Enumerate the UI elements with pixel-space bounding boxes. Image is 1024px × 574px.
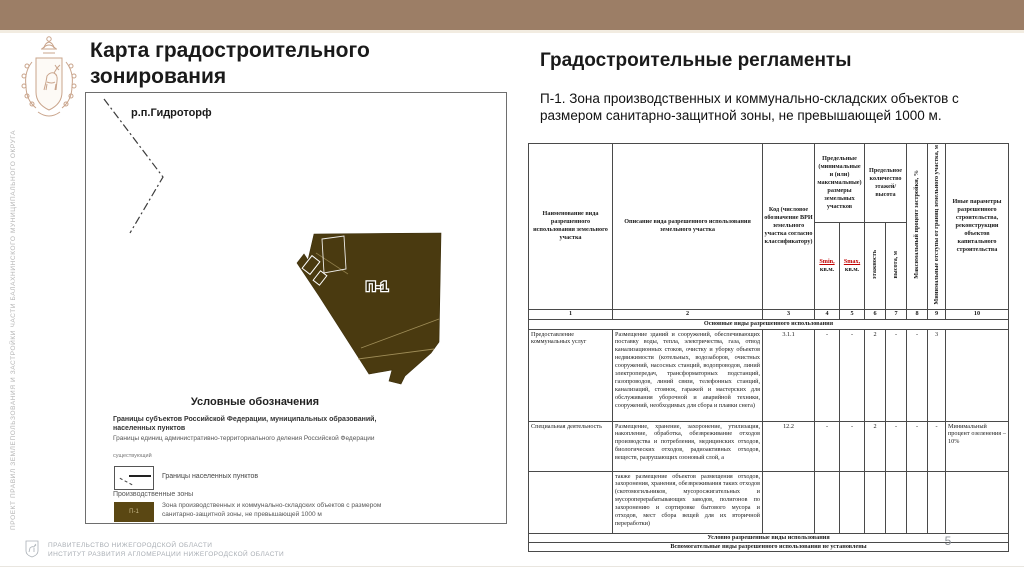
row-built-pct (907, 471, 928, 533)
boundary-symbol-swatch (114, 466, 154, 490)
row-other (946, 471, 1009, 533)
row-smin: - (815, 421, 840, 471)
row-floors: 2 (865, 329, 886, 421)
row-description: также размещение объектов размещения отходов, захоронения, хранения, обезвреживания таких отходов (скотомогильников, мусоросжигательных и мусороперерабатывающих заводов, полигонов по захоронению и сортировке бытового мусора и отходов, мест сбора вещей для их вторичной переработки) (613, 471, 763, 533)
header-col8: Максимальный процент застройки, % (907, 144, 928, 310)
table-row (529, 329, 1009, 421)
regulations-title: Градостроительные регламенты (540, 50, 852, 71)
row-smax: - (840, 329, 865, 421)
row-setback: - (928, 421, 946, 471)
row-code: 12.2 (763, 421, 815, 471)
footer-logo (24, 539, 40, 559)
row-other (946, 329, 1009, 421)
section-conditional-uses: Условно разрешенные виды использования (529, 533, 1009, 542)
row-floors: 2 (865, 421, 886, 471)
header-group-floors: Предельное количество этажей/высота (865, 144, 907, 223)
legend-group1-subtext: Границы единиц административно-территориального деления Российской Федерации (113, 435, 375, 442)
section-auxiliary-uses: Вспомогательные виды разрешенного использования не установлены (529, 542, 1009, 551)
header-col10: Иные параметры разрешенного строительства, реконструкции объектов капитального строительства (946, 144, 1009, 310)
table-row (529, 471, 1009, 533)
legend-group2-heading: Производственные зоны (113, 491, 194, 498)
zone-description-paragraph: П-1. Зона производственных и коммунально-складских объектов с размером санитарно-защитной зоны, не превышающей 1000 м. (540, 91, 959, 123)
regulations-table (528, 143, 1009, 552)
row-smax (840, 471, 865, 533)
legend-zone-label: Зона производственных и коммунально-складских объектов с размером санитарно-защитной зоны, не превышающей 1000 м (162, 502, 382, 518)
col-number: 10 (946, 309, 1009, 319)
zone-color-swatch: П-1 (114, 502, 154, 522)
col-number: 4 (815, 309, 840, 319)
row-code (763, 471, 815, 533)
top-accent-bar (0, 0, 1024, 30)
footer-line1: ПРАВИТЕЛЬСТВО НИЖЕГОРОДСКОЙ ОБЛАСТИ (48, 542, 213, 549)
col-number: 1 (529, 309, 613, 319)
row-height: - (886, 329, 907, 421)
header-height: высота, м (886, 223, 907, 309)
col-number: 8 (907, 309, 928, 319)
top-accent-bar-edge (0, 30, 1024, 33)
row-built-pct: - (907, 329, 928, 421)
bottom-divider (0, 566, 1024, 567)
row-name: Специальная деятельность (529, 421, 613, 471)
header-col2: Описание вида разрешенного использования земельного участка (613, 144, 763, 310)
col-number: 2 (613, 309, 763, 319)
legend-group1-note: существующий (113, 453, 152, 459)
col-number: 7 (886, 309, 907, 319)
row-setback: 3 (928, 329, 946, 421)
zone-p1-map-label: П-1 (365, 278, 389, 294)
header-col9: Минимальные отступы от границ земельного участка, м (928, 144, 946, 310)
row-code: 3.1.1 (763, 329, 815, 421)
legend-title: Условные обозначения (190, 396, 320, 408)
col-number: 3 (763, 309, 815, 319)
header-col1: Наименование вида разрешенного использования земельного участка (529, 144, 613, 310)
legend-boundary-label: Границы населенных пунктов (162, 473, 259, 480)
table-row (529, 421, 1009, 471)
row-name (529, 471, 613, 533)
header-smax: Smax, кв.м. (840, 223, 865, 309)
header-smin: Smin, кв.м. (815, 223, 840, 309)
header-group-sizes: Предельные (минимальные и (или) максимальные) размеры земельных участков (815, 144, 865, 223)
coat-of-arms-logo (14, 32, 84, 130)
col-number: 5 (840, 309, 865, 319)
boundary-dash-glyph (120, 478, 133, 485)
row-height: - (886, 421, 907, 471)
header-floors: этажность (865, 223, 886, 309)
row-name: Предоставление коммунальных услуг (529, 329, 613, 421)
row-height (886, 471, 907, 533)
row-setback (928, 471, 946, 533)
project-side-caption: ПРОЕКТ ПРАВИЛ ЗЕМЛЕПОЛЬЗОВАНИЯ И ЗАСТРОЙКИ ЧАСТИ БАЛАХНИНСКОГО МУНИЦИПАЛЬНОГО ОКРУГА (10, 129, 17, 530)
row-built-pct: - (907, 421, 928, 471)
boundary-line-glyph (129, 475, 151, 477)
footer-caption (48, 542, 284, 559)
row-description: Размещение, хранение, захоронение, утилизация, накопление, обработка, обезвреживание отходов производства и потребления, медицинских отходов, биологических отходов, радиоактивных отходов, веществ, разрушающих озоновый слой, а (613, 421, 763, 471)
col-number: 6 (865, 309, 886, 319)
legend-group1-heading: Границы субъектов Российской Федерации, муниципальных образований, населенных пунктов (113, 416, 377, 432)
row-smax: - (840, 421, 865, 471)
zoning-map-panel (85, 92, 507, 524)
row-description: Размещение зданий и сооружений, обеспечивающих поставку воды, тепла, электричества, газа, отвод канализационных стоков, очистку и уборку объектов недвижимости (котельных, водозаборов, очистных сооружений, насосных станций, водопроводов, линий электропередач, трансформаторных подстанций, газопроводов, линий связи, телефонных станций, канализаций, стоянок, гаражей и мастерских для обслуживания уборочной и аварийной техники, сооружений, необходимых для сбора и плавки снега) (613, 329, 763, 421)
row-smin (815, 471, 840, 533)
footer-line2: ИНСТИТУТ РАЗВИТИЯ АГЛОМЕРАЦИИ НИЖЕГОРОДСКОЙ ОБЛАСТИ (48, 550, 285, 558)
row-floors (865, 471, 886, 533)
section-main-uses: Основные виды разрешенного использования (529, 319, 1009, 329)
settlement-boundary-line (104, 99, 163, 233)
row-other: Минимальный процент озеленения – 10% (946, 421, 1009, 471)
header-col3: Код (числовое обозначение ВРИ земельного участка согласно классификатору) (763, 144, 815, 310)
row-smin: - (815, 329, 840, 421)
map-title: Карта градостроительного зонирования (90, 39, 370, 88)
page-number: 5 (944, 534, 952, 548)
col-number: 9 (928, 309, 946, 319)
settlement-label: р.п.Гидроторф (131, 107, 212, 119)
zone-p1-polygon (297, 233, 441, 384)
